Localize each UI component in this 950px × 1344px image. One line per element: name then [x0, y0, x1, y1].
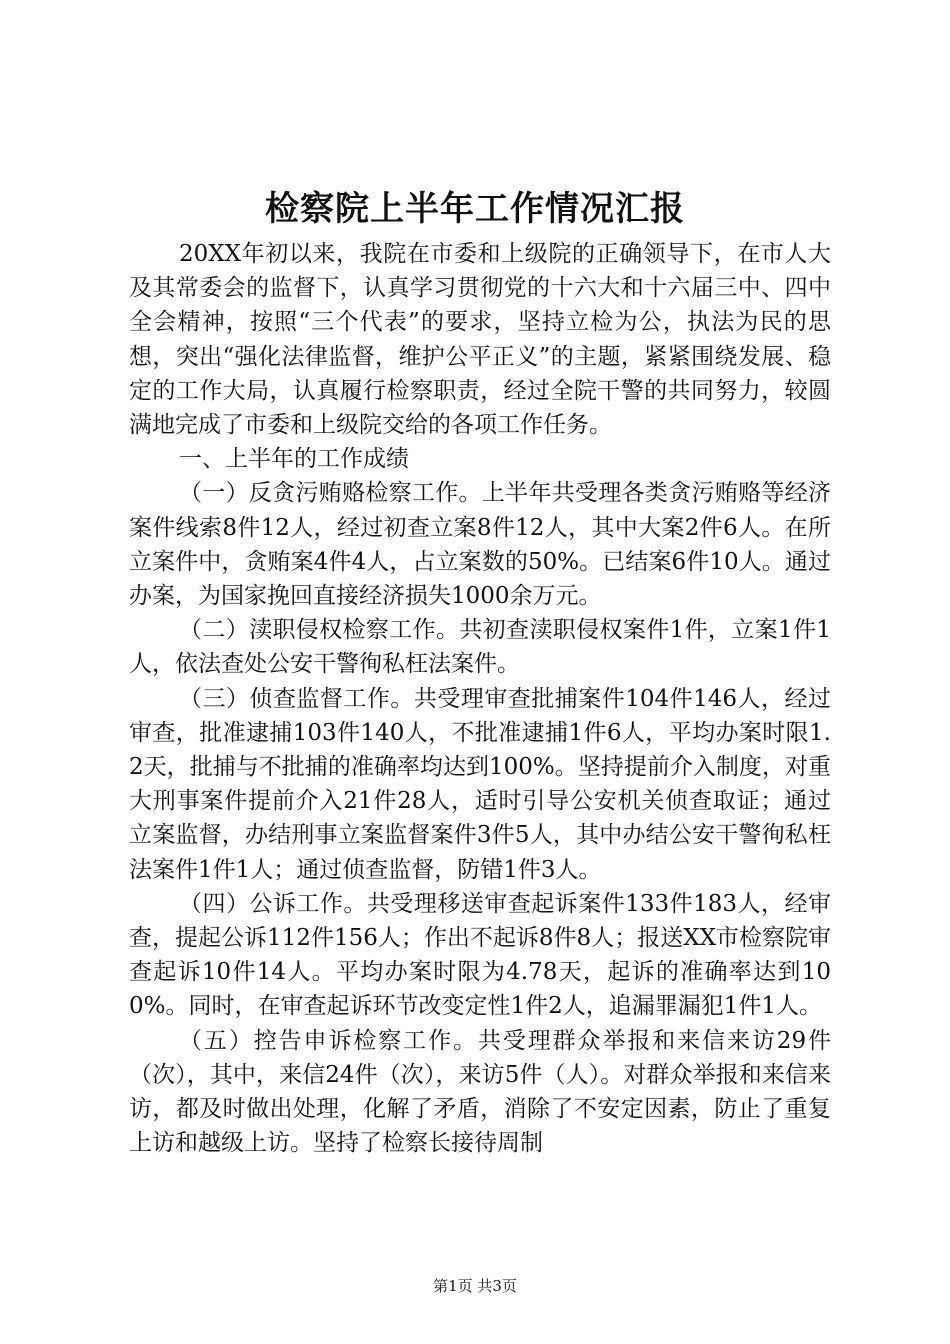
- page-number-footer: 第1页 共3页: [433, 1277, 517, 1295]
- paragraph-intro: 20XX年初以来，我院在市委和上级院的正确领导下，在市人大及其常委会的监督下，认真学习贯彻党的十六大和十六届三中、四中全会精神，按照“三个代表”的要求，坚持立检为公，执法为民的思想，突出“强化法律监督，维护公平正义”的主题，紧紧围绕发展、稳定的工作大局，认真履行检察职责，经过全院干警的共同努力，较圆满地完成了市委和上级院交给的各项工作任务。: [129, 241, 831, 439]
- section-heading-achievements: 一、上半年的工作成绩: [179, 446, 409, 473]
- paragraph-anti-corruption: （一）反贪污贿赂检察工作。上半年共受理各类贪污贿赂等经济案件线索8件12人，经过初查立案8件12人，其中大案2件6人。在所立案件中，贪贿案4件4人，占立案数的50%。已结案6件10人。通过办案，为国家挽回直接经济损失1000余万元。: [129, 480, 831, 610]
- paragraph-investigation-supervision: （三）侦查监督工作。共受理审查批捕案件104件146人，经过审查，批准逮捕103件140人，不批准逮捕1件6人，平均办案时限1.2天，批捕与不批捕的准确率均达到100%。坚持提前介入制度，对重大刑事案件提前介入21件28人，适时引导公安机关侦查取证；通过立案监督，办结刑事立案监督案件3件5人，其中办结公安干警徇私枉法案件1件1人；通过侦查监督，防错1件3人。: [129, 685, 831, 883]
- document-title: 检察院上半年工作情况汇报: [265, 189, 685, 229]
- paragraph-complaints: （五）控告申诉检察工作。共受理群众举报和来信来访29件（次），其中，来信24件（次），来访5件（人）。对群众举报和来信来访，都及时做出处理，化解了矛盾，消除了不安定因素，防止了重复上访和越级上访。坚持了检察长接待周制: [129, 1027, 831, 1157]
- paragraph-public-prosecution: （四）公诉工作。共受理移送审查起诉案件133件183人，经审查，提起公诉112件156人；作出不起诉8件8人；报送XX市检察院审查起诉10件14人。平均办案时限为4.78天，起诉的准确率达到100%。同时，在审查起诉环节改变定性1件2人，追漏罪漏犯1件1人。: [129, 890, 831, 1020]
- paragraph-malfeasance: （二）渎职侵权检察工作。共初查渎职侵权案件1件，立案1件1人，依法查处公安干警徇私枉法案件。: [129, 617, 831, 678]
- document-body: [129, 237, 831, 1160]
